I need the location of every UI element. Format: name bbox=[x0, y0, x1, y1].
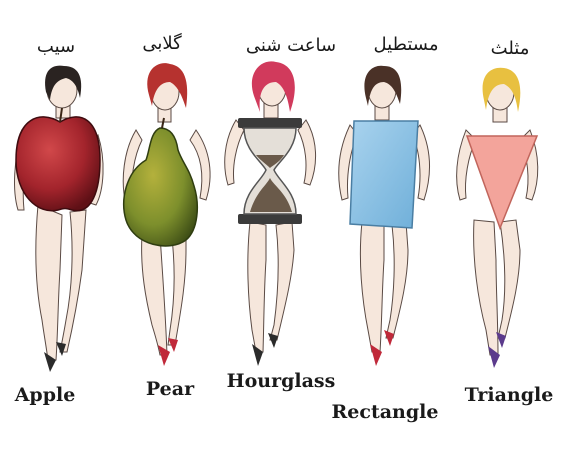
label-fa-apple: سیب bbox=[36, 36, 76, 57]
label-en-rectangle: Rectangle bbox=[331, 401, 439, 423]
figure-apple bbox=[15, 66, 104, 372]
figure-triangle bbox=[457, 68, 538, 368]
label-en-triangle: Triangle bbox=[464, 384, 554, 406]
label-fa-rectangle: مستطیل bbox=[373, 34, 439, 55]
figure-hourglass bbox=[225, 61, 316, 366]
figure-rectangle bbox=[339, 66, 430, 366]
label-en-hourglass: Hourglass bbox=[226, 370, 336, 392]
label-en-apple: Apple bbox=[14, 384, 76, 406]
figure-pear bbox=[123, 63, 210, 366]
label-en-pear: Pear bbox=[145, 378, 195, 400]
label-fa-hourglass: ساعت شنی bbox=[245, 35, 337, 56]
label-fa-triangle: مثلث bbox=[490, 38, 530, 59]
label-fa-pear: گلابی bbox=[142, 33, 182, 54]
